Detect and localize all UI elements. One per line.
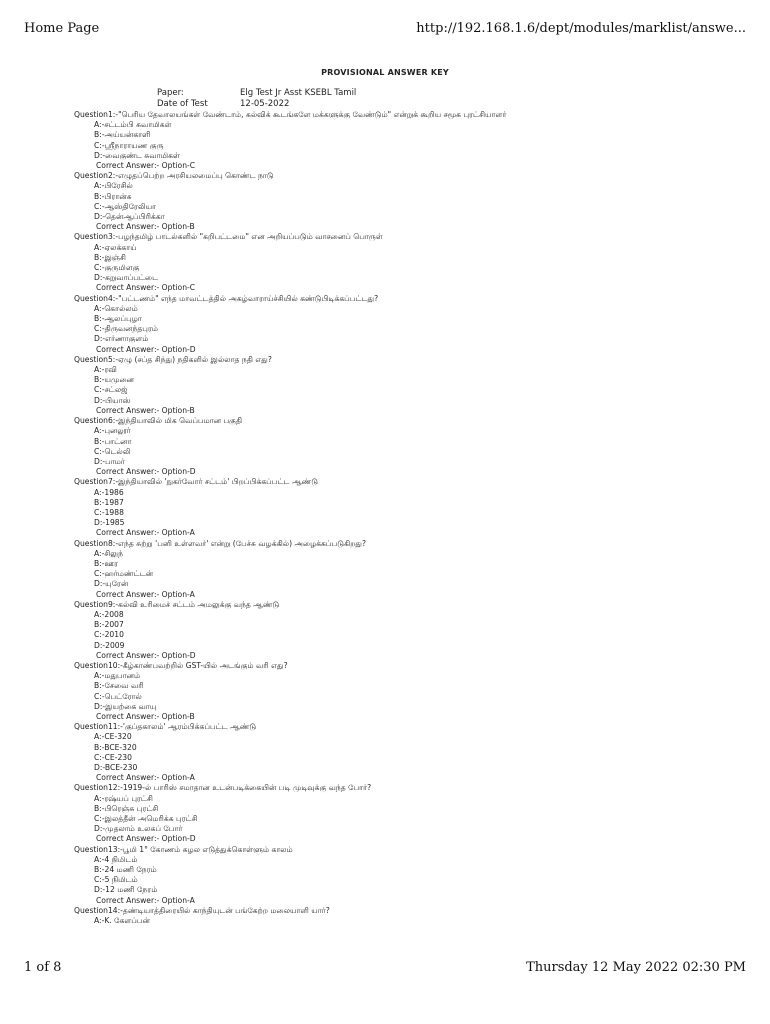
question-text: Question11:-'குப்தகாலம்' ஆரம்பிக்கப்பட்ட ஆண்டு	[74, 722, 257, 732]
question-text: Question7:-இந்தியாவில் 'நுகர்வோர் சட்டம்' பிறப்பிக்கப்பட்ட ஆண்டு	[74, 477, 319, 487]
correct-answer: Correct Answer:- Option-A	[96, 589, 195, 599]
question-text: Question2:-எழுதப்பெற்ற அரசியலமைப்பு கொண்ட நாடு	[74, 171, 274, 181]
question-text: Question14:-தண்டியாத்திரையில் காந்தியுடன் பங்கேற்ற மலையாளி யார்?	[74, 905, 330, 915]
header-url: http://192.168.1.6/dept/modules/marklist/answe...	[416, 21, 746, 36]
print-timestamp: Thursday 12 May 2022 02:30 PM	[526, 960, 746, 975]
question-text: Question4:-"பட்டணம்" எந்த மாவட்டத்தில் அகழ்வாராய்ச்சியில் கண்டுபிடிக்கப்பட்டது?	[74, 293, 379, 303]
paper-value: Elg Test Jr Asst KSEBL Tamil	[240, 88, 357, 98]
option-d: D:-தென்ஆப்பிரிக்கா	[94, 212, 165, 222]
correct-answer: Correct Answer:- Option-A	[96, 895, 195, 905]
option-a: A:-பிரேசில்	[94, 181, 133, 191]
option-b: B:-1987	[94, 497, 124, 507]
option-a: A:-கொல்லம்	[94, 303, 138, 313]
correct-answer: Correct Answer:- Option-A	[96, 528, 195, 538]
option-c: C:-திருவனந்தபுரம்	[94, 324, 158, 334]
option-a: A:-1986	[94, 487, 124, 497]
question-text: Question9:-கல்வி உரிமைச் சட்டம் அமலுக்கு வந்த ஆண்டு	[74, 599, 280, 609]
option-d: D:-பியாஸ்	[94, 395, 131, 405]
option-c: C:-டெல்லி	[94, 446, 131, 456]
correct-answer: Correct Answer:- Option-D	[96, 650, 196, 660]
option-b: B:-சேவை வரி	[94, 681, 144, 691]
page-counter: 1 of 8	[24, 960, 62, 975]
option-d: D:-எர்ணாகுளம்	[94, 334, 149, 344]
option-b: B:-பிரான்சு	[94, 191, 132, 201]
correct-answer: Correct Answer:- Option-D	[96, 344, 196, 354]
option-c: C:-குருமிளகு	[94, 263, 140, 273]
paper-row	[157, 88, 356, 98]
question-text: Question12:-1919-ல் பாரிஸ் சமாதான உடன்படிக்கையின் படி முடிவுக்கு வந்த போர்?	[74, 783, 372, 793]
paper-label: Paper:	[157, 88, 184, 98]
option-d: D:-யுரேன்	[94, 579, 129, 589]
option-d: D:-பாமர்	[94, 456, 125, 466]
option-c: C:-பெட்ரோல்	[94, 691, 142, 701]
option-c: C:-சட்லஜ்	[94, 385, 128, 395]
option-c: C:-2010	[94, 630, 124, 640]
option-c: C:-ஹர்மண்ட்டன்	[94, 569, 154, 579]
page-title: PROVISIONAL ANSWER KEY	[321, 68, 449, 77]
option-d: D:-2009	[94, 640, 125, 650]
option-a: A:-புனலூர்	[94, 426, 131, 436]
option-c: C:-ஆஸ்திரேலியா	[94, 201, 157, 211]
option-a: A:-ஏலக்காய்	[94, 242, 137, 252]
option-d: D:-வைகுண்ட சுவாமிகள்	[94, 150, 180, 160]
question-list	[74, 110, 734, 926]
option-b: B:-பிரெஞ்சு புரட்சி	[94, 803, 159, 813]
date-label: Date of Test	[157, 99, 208, 109]
option-c: C:-ஸ்ரீநாராயண குரு	[94, 140, 164, 150]
option-b: B:-அய்யன்காளி	[94, 130, 151, 140]
question-text: Question10:-கீழ்காண்பவற்றில் GST-யில் அடங்கும் வரி எது?	[74, 660, 288, 670]
question-text: Question6:-இந்தியாவில் மிக வெப்பமான பகுதி	[74, 416, 243, 426]
option-a: A:-மதுபானம்	[94, 671, 141, 681]
question-text: Question1:-"பெரிய தேவாலயங்கள் வேண்டாம், கல்விக் கூடங்களே மக்களுக்கு வேண்டும்" என்றுக் கூறிய சமூக புரட்சியாளர்	[74, 110, 507, 119]
correct-answer: Correct Answer:- Option-A	[96, 773, 195, 783]
option-a: A:-K. கேளப்பன்	[94, 916, 150, 926]
option-b: B:-இஞ்சி	[94, 252, 126, 262]
option-b: B:-2007	[94, 620, 124, 630]
option-a: A:-4 நிமிடம்	[94, 854, 138, 864]
option-d: D:-கறுவாப்பட்டை	[94, 273, 159, 283]
correct-answer: Correct Answer:- Option-D	[96, 467, 196, 477]
option-a: A:-சிலுந்	[94, 548, 124, 558]
option-b: B:-பாட்னா	[94, 436, 132, 446]
question-text: Question8:-எந்த சுற்று 'பனி உள்ளவர்' என்று (பேச்சு வழக்கில்) அழைக்கப்படுகிறது?	[74, 538, 367, 548]
option-d: D:-இயற்கை வாயு	[94, 701, 157, 711]
option-d: D:-BCE-230	[94, 763, 138, 772]
option-b: B:-யமுனை	[94, 375, 135, 385]
correct-answer: Correct Answer:- Option-C	[96, 283, 196, 293]
correct-answer: Correct Answer:- Option-C	[96, 161, 196, 171]
option-d: D:-12 மணி நேரம்	[94, 885, 158, 895]
option-b: B:-24 மணி நேரம்	[94, 865, 157, 875]
correct-answer: Correct Answer:- Option-B	[96, 222, 195, 232]
date-row	[157, 99, 289, 109]
option-d: D:-முதலாம் உலகப் போர்	[94, 824, 183, 834]
option-c: C:-1988	[94, 507, 124, 517]
option-a: A:-ரவி	[94, 365, 117, 375]
correct-answer: Correct Answer:- Option-B	[96, 405, 195, 415]
option-b: B:-ஆலப்புழா	[94, 314, 142, 324]
option-d: D:-1985	[94, 518, 125, 528]
correct-answer: Correct Answer:- Option-B	[96, 711, 195, 721]
question-text: Question5:-ஏழு (சப்த சிந்து) நதிகளில் இல்லாத நதி எது?	[74, 354, 272, 364]
option-b: B:-ஊர	[94, 558, 118, 568]
option-c: C:-CE-230	[94, 752, 132, 762]
option-a: A:-CE-320	[94, 732, 132, 742]
option-b: B:-BCE-320	[94, 742, 137, 752]
option-c: C:-இலத்தீன் அமெரிக்க புரட்சி	[94, 814, 198, 824]
option-a: A:-2008	[94, 609, 124, 619]
option-a: A:-ரஷ்யப் புரட்சி	[94, 793, 153, 803]
option-c: C:-5 நிமிடம்	[94, 875, 138, 885]
date-value: 12-05-2022	[240, 99, 290, 109]
correct-answer: Correct Answer:- Option-D	[96, 834, 196, 844]
header-home-page: Home Page	[24, 21, 100, 36]
question-text: Question3:-பழந்தமிழ் பாடல்களில் "கறிபட்டமை" என அறியப்படும் வாசனைப் பொருள்	[74, 232, 383, 242]
option-a: A:-சட்டம்பி சுவாமிகள்	[94, 120, 172, 130]
question-text: Question13:-பூமி 1° கோணம் சுழல எடுத்துக்கொள்ளும் காலம்	[74, 844, 293, 854]
